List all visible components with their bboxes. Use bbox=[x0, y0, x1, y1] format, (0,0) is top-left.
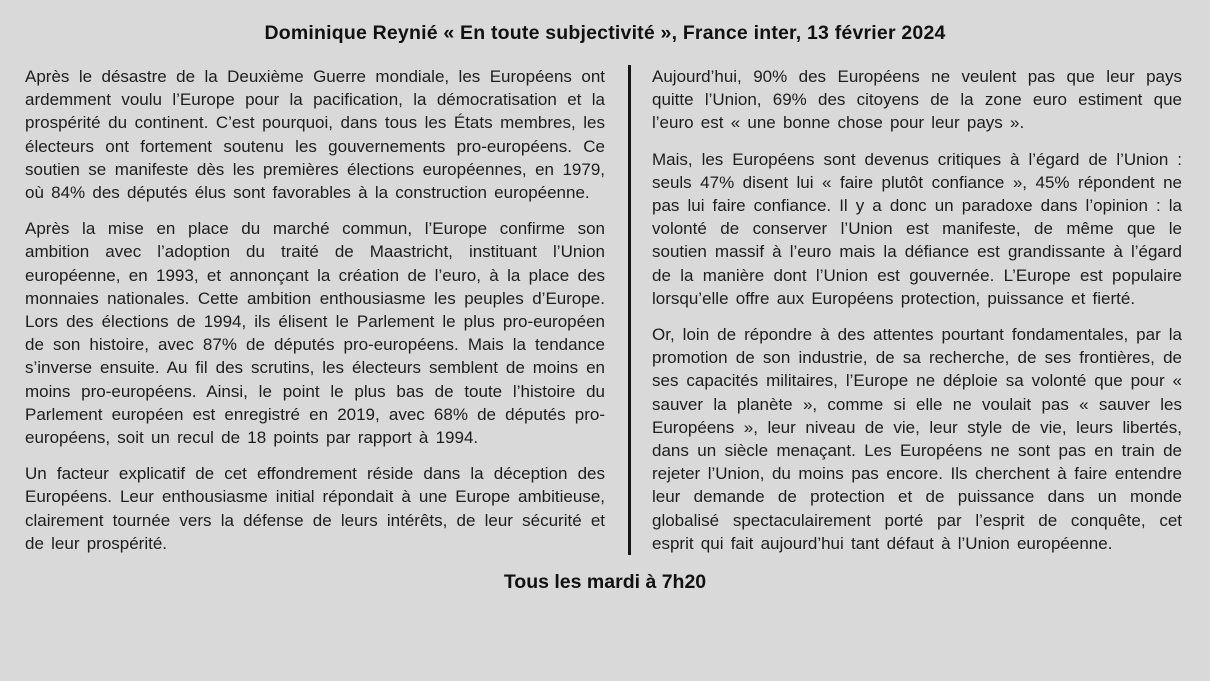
left-paragraph-2: Après la mise en place du marché commun, l’Europe confirme son ambition avec l’adoption du traité de Maastricht, instituant l’Union européenne, en 1993, et annonçant la création de l’euro, à la place des monnaies nationales. Cette ambition enthousiasme les peuples d’Europe. Lors des élections de 1994, ils élisent le Parlement le plus pro-européen de son histoire, avec 87% de députés pro-européens. Mais la tendance s’inverse ensuite. Au fil des scrutins, les électeurs semblent de moins en moins pro-européens. Ainsi, le point le plus bas de toute l’histoire du Parlement européen est enregistré en 2019, avec 68% de députés pro-européens, soit un recul de 18 points par rapport à 1994. bbox=[25, 219, 605, 448]
left-paragraph-3: Un facteur explicatif de cet effondrement réside dans la déception des Européens. Leur enthousiasme initial répondait à une Europe ambitieuse, clairement tournée vers la défense de leurs intérêts, de leur sécurité et de leur prospérité. bbox=[25, 464, 605, 553]
left-column bbox=[25, 65, 605, 555]
right-paragraph-3: Or, loin de répondre à des attentes pourtant fondamentales, par la promotion de son industrie, de sa recherche, de ses frontières, de ses capacités militaires, l’Europe ne déploie sa volonté que pour « sauver la planète », comme si elle ne voulait pas « sauver les Européens », leur niveau de vie, leur style de vie, leurs libertés, dans un siècle menaçant. Les Européens ne sont pas en train de rejeter l’Union, du moins pas encore. Ils cherchent à faire entendre leur demande de protection et de puissance dans un monde globalisé spectaculairement porté par l’esprit de conquête, cet esprit qui fait aujourd’hui tant défaut à l’Union européenne. bbox=[652, 325, 1182, 553]
left-paragraph-1: Après le désastre de la Deuxième Guerre mondiale, les Européens ont ardemment voulu l’Europe pour la pacification, la démocratisation et la prospérité du continent. C’est pourquoi, dans tous les États membres, les électeurs ont fortement soutenu les gouvernements pro-européens. Ce soutien se manifeste dès les premières élections européennes, en 1979, où 84% des députés élus sont favorables à la construction européenne. bbox=[25, 67, 605, 203]
right-paragraph-1: Aujourd’hui, 90% des Européens ne veulent pas que leur pays quitte l’Union, 69% des citoyens de la zone euro estiment que l’euro est « une bonne chose pour leur pays ». bbox=[652, 67, 1182, 133]
two-column-layout bbox=[25, 65, 1185, 555]
right-paragraph-2: Mais, les Européens sont devenus critiques à l’égard de l’Union : seuls 47% disent lui « faire plutôt confiance », 45% répondent ne pas lui faire confiance. Il y a donc un paradoxe dans l’opinion : la volonté de conserver l’Union est manifeste, de même que le soutien massif à l’euro mais la défiance est grandissante à l’égard de la manière dont l’Union est gouvernée. L’Europe est populaire lorsqu’elle offre aux Européens protection, puissance et fierté. bbox=[652, 149, 1182, 308]
right-column bbox=[652, 65, 1182, 555]
broadcast-schedule: Tous les mardi à 7h20 bbox=[503, 571, 707, 594]
column-divider bbox=[628, 65, 631, 555]
page-title: Dominique Reynié « En toute subjectivité », France inter, 13 février 2024 bbox=[264, 22, 946, 44]
